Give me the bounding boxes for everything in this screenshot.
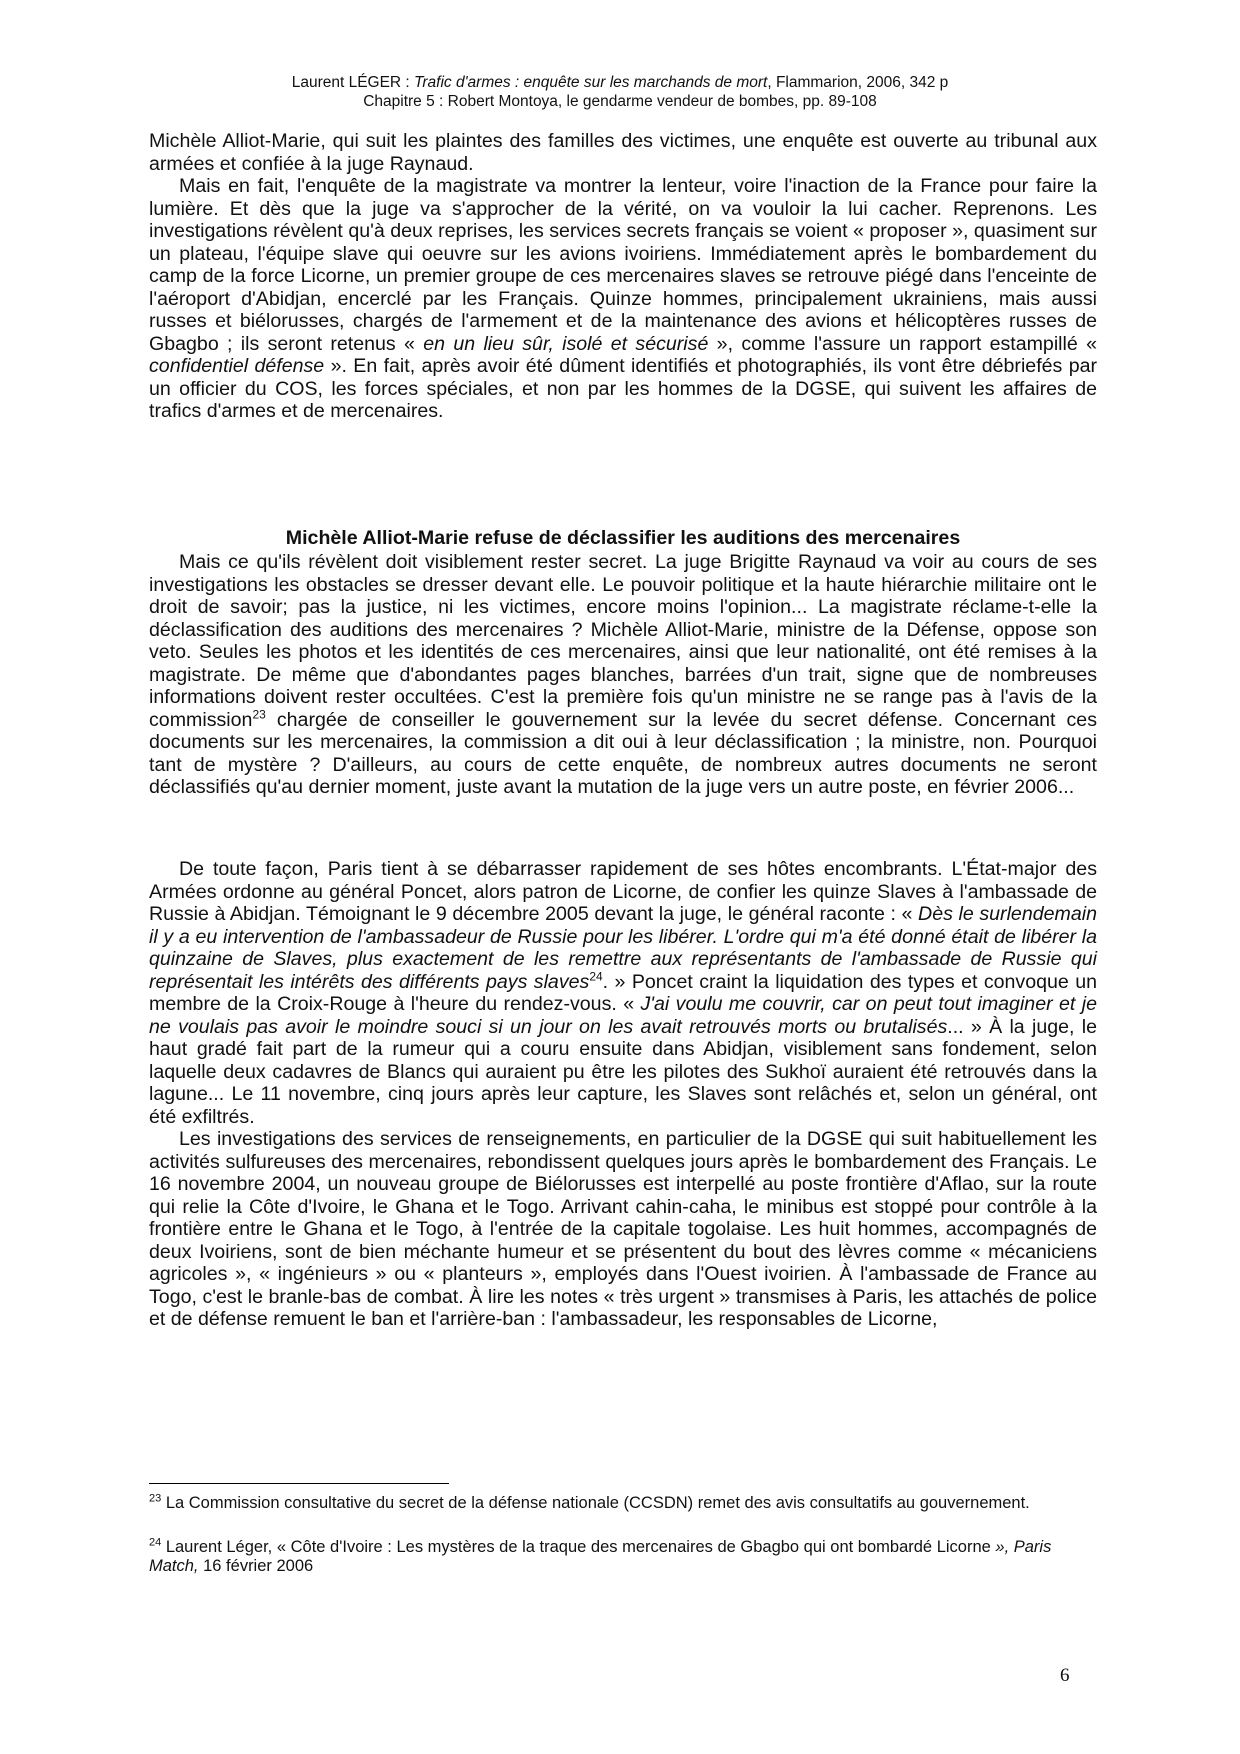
- body-block-3: [149, 551, 1097, 799]
- paragraph-2-quote-b: confidentiel défense: [149, 355, 325, 377]
- footnote-23-text: La Commission consultative du secret de la défense nationale (CCSDN) remet des avis consultatifs au gouvernement.: [161, 1494, 1030, 1512]
- paragraph-2-quote-a: en un lieu sûr, isolé et sécurisé: [423, 332, 709, 355]
- header-publisher: , Flammarion, 2006, 342 p: [767, 74, 949, 91]
- paragraph-2-text-a: Mais en fait, l'enquête de la magistrate va montrer la lenteur, voire l'inaction de la France pour faire la lumière. Et dès que la juge va s'approcher de la vérité, on va vouloir la lui cacher. Reprenons. Les investigations révèlent qu'à deux reprises, les services secrets français se voient « proposer », quasiment sur un plateau, l'équipe slave qui oeuvre sur les avions ivoiriens. Immédiatement après le bombardement du camp de la force Licorne, un premier groupe de ces mercenaires slaves se retrouve piégé dans l'enceinte de l'aéroport d'Abidjan, encerclé par les Français. Quinze hommes, principalement ukrainiens, mais aussi russes et biélorusses, chargés de l'armement et de la maintenance des avions et hélicoptères russes de Gbagbo ; ils seront retenus «: [149, 175, 1097, 355]
- footnote-24-number: 24: [149, 1536, 162, 1549]
- body-block-4: [149, 858, 1097, 1331]
- paragraph-4-text-a: De toute façon, Paris tient à se débarrasser rapidement de ses hôtes encombrants. L'État-major des Armées ordonne au général Poncet, alors patron de Licorne, de confier les quinze Slaves à l'ambassade de Russie à Abidjan. Témoignant le 9 décembre 2005 devant la juge, le général raconte : «: [149, 858, 1097, 925]
- footnote-ref-23[interactable]: 23: [252, 706, 266, 721]
- paragraph-4-text-c: ... » À la juge, le haut gradé fait part de la rumeur qui a couru ensuite dans Abidjan, visiblement sans fondement, selon laquelle deux cadavres de Blancs qui auraient pu être les pilotes des Sukhoï auraient été retrouvés dans la lagune... Le 11 novembre, cinq jours après leur capture, les Slaves sont relâchés et, selon un général, ont été exfiltrés.: [149, 1015, 1097, 1128]
- paragraph-1: Michèle Alliot-Marie, qui suit les plaintes des familles des victimes, une enquête est ouverte au tribunal aux armées et confiée à la juge Raynaud.: [149, 130, 1097, 175]
- footnote-23-number: 23: [149, 1492, 162, 1505]
- footnote-24-source: », Paris Match,: [149, 1538, 1052, 1575]
- footnote-24-date: 16 février 2006: [198, 1557, 314, 1575]
- section-heading: Michèle Alliot-Marie refuse de déclassifier les auditions des mercenaires: [285, 527, 961, 549]
- paragraph-4-quote-a: Dès le surlendemain il y a eu intervention de l'ambassadeur de Russie pour les libérer. L'ordre qui m'a été donné était de libérer la quinzaine de Slaves, plus exactement de les remettre aux représentants de l'ambassade de Russie qui représentait les intérêts des différents pays slaves: [149, 903, 1097, 993]
- paragraph-5: Les investigations des services de renseignements, en particulier de la DGSE qui suit habituellement les activités sulfureuses des mercenaires, rebondissent quelques jours après le bombardement des Français. Le 16 novembre 2004, un nouveau groupe de Biélorusses est interpellé au poste frontière d'Aflao, sur la route qui relie la Côte d'Ivoire, le Ghana et le Togo. Arrivant cahin-caha, le minibus est stoppé pour contrôle à la frontière entre le Ghana et le Togo, à l'entrée de la capitale togolaise. Les huit hommes, accompagnés de deux Ivoiriens, sont de bien méchante humeur et se présentent du bout des lèvres comme « mécaniciens agricoles », « ingénieurs » ou « planteurs », employés dans l'Ouest ivoirien. À l'ambassade de France au Togo, c'est le branle-bas de combat. À lire les notes « très urgent » transmises à Paris, les attachés de police et de défense remuent le ban et l'arrière-ban : l'ambassadeur, les responsables de Licorne,: [149, 1128, 1097, 1330]
- body-top-block: [149, 130, 1097, 423]
- paragraph-4-text-b: . » Poncet craint la liquidation des types et convoque un membre de la Croix-Rouge à l'heure du rendez-vous. «: [149, 970, 1097, 1015]
- paragraph-3: [149, 551, 1097, 799]
- header-book-title: Trafic d'armes : enquête sur les marchands de mort: [414, 74, 768, 91]
- paragraph-4: [149, 858, 1097, 1128]
- paragraph-3-text-b: chargée de conseiller le gouvernement sur la levée du secret défense. Concernant ces documents sur les mercenaires, la commission a dit oui à leur déclassification ; la ministre, non. Pourquoi tant de mystère ? D'ailleurs, au cours de cette enquête, de nombreux autres documents ne seront déclassifiés qu'au dernier moment, juste avant la mutation de la juge vers un autre poste, en février 2006...: [149, 708, 1097, 798]
- running-header-line-1: [0, 73, 1240, 92]
- paragraph-3-text-a: Mais ce qu'ils révèlent doit visiblement rester secret. La juge Brigitte Raynaud va voir au cours de ses investigations les obstacles se dresser devant elle. Le pouvoir politique et la haute hiérarchie militaire ont le droit de savoir; pas la justice, ni les victimes, encore moins l'opinion... La magistrate réclame-t-elle la déclassification des auditions des mercenaires ? Michèle Alliot-Marie, ministre de la Défense, oppose son veto. Seules les photos et les identités de ces mercenaires, ainsi que leur nationalité, ont été remises à la magistrate. De même que d'abondantes pages blanches, barrées d'un trait, signe que de nombreuses informations doivent rester occultées. C'est la première fois qu'un ministre ne se range pas à l'avis de la commission: [149, 551, 1097, 731]
- page-number: 6: [1060, 1665, 1070, 1686]
- running-header-line-2: Chapitre 5 : Robert Montoya, le gendarme vendeur de bombes, pp. 89-108: [363, 93, 877, 110]
- paragraph-4-quote-b: J'ai voulu me couvrir, car on peut tout imaginer et je ne voulais pas avoir le moindre souci si un jour on les avait retrouvés morts ou brutalisés: [149, 993, 1097, 1038]
- footnote-ref-24[interactable]: 24: [589, 968, 603, 983]
- paragraph-2-text-b: », comme l'assure un rapport estampillé «: [708, 332, 1097, 355]
- paragraph-2: [149, 175, 1097, 423]
- header-author: Laurent LÉGER :: [291, 74, 415, 91]
- paragraph-2-text-c: ». En fait, après avoir été dûment identifiés et photographiés, ils vont être débriefés par un officier du COS, les forces spéciales, et non par les hommes de la DGSE, qui suivent les affaires de trafics d'armes et de mercenaires.: [149, 355, 1098, 422]
- footnote-23: [149, 1494, 1097, 1513]
- footnote-24-text-a: Laurent Léger, « Côte d'Ivoire : Les mystères de la traque des mercenaires de Gbagbo qui ont bombardé Licorne: [161, 1538, 996, 1556]
- footnote-24: [149, 1538, 1097, 1576]
- footnote-separator: [149, 1483, 449, 1484]
